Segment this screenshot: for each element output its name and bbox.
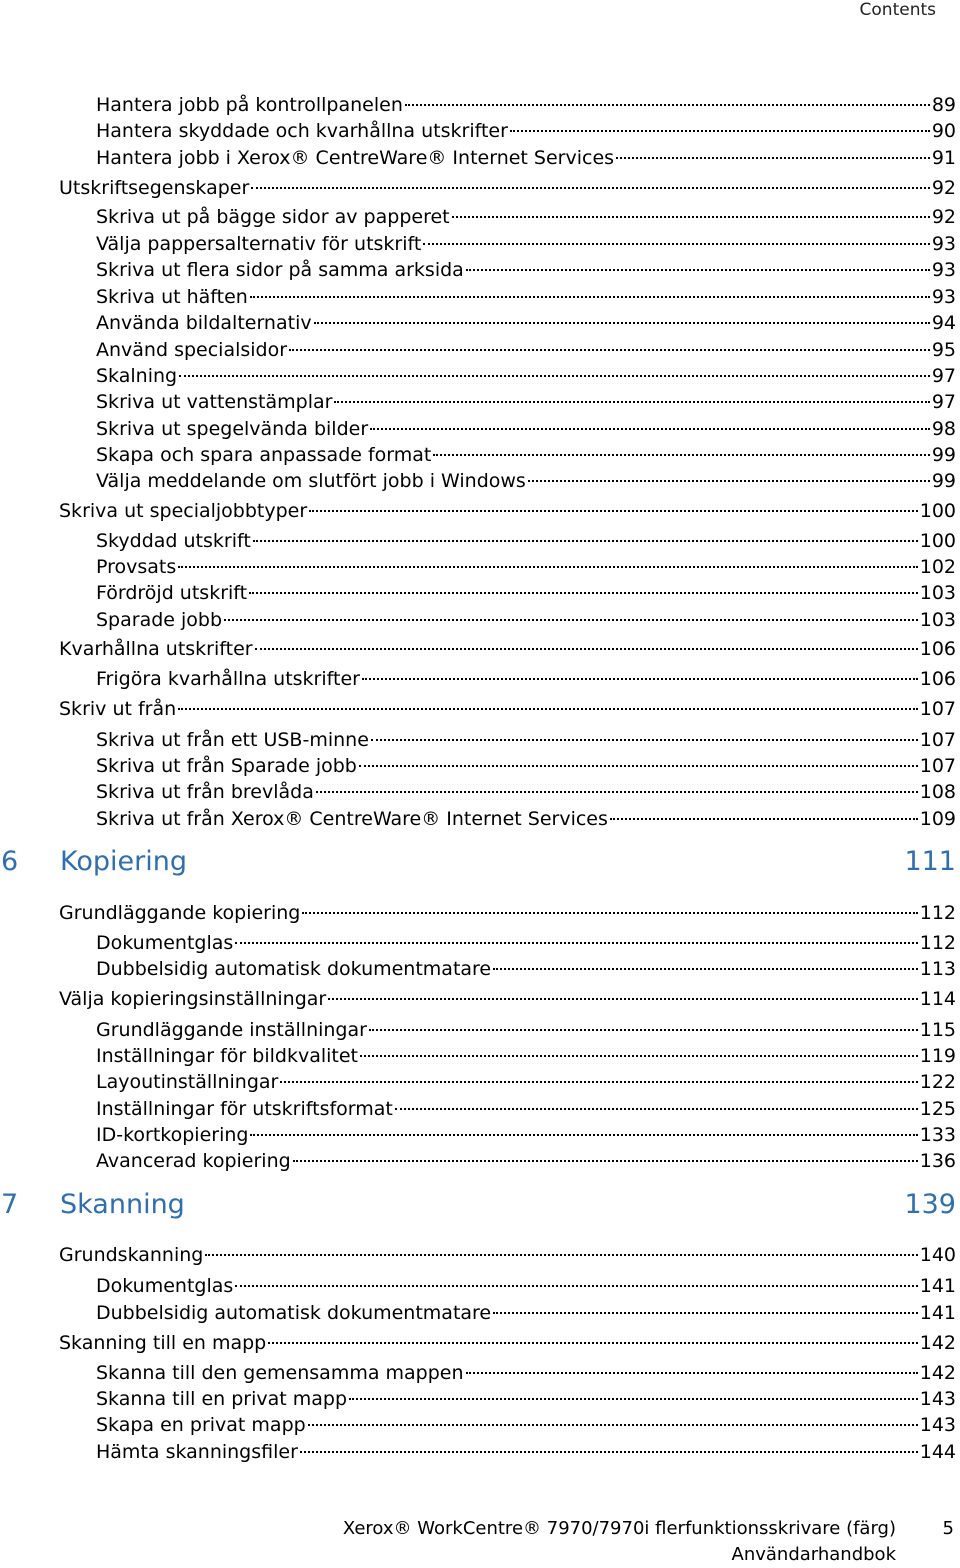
toc-entry-page-number: 106 <box>919 638 956 660</box>
toc-dot-leader <box>250 296 930 298</box>
toc-section-entry[interactable] <box>59 1242 956 1268</box>
toc-entry-title: Fördröjd utskrift <box>96 582 248 604</box>
toc-dot-leader <box>433 454 929 456</box>
toc-entry-page-number: 143 <box>919 1388 956 1410</box>
toc-entry-page-number: 112 <box>919 902 956 924</box>
toc-entry-title: Dokumentglas <box>96 932 234 954</box>
toc-subsection-entry[interactable] <box>96 554 956 580</box>
toc-dot-leader <box>334 401 929 403</box>
toc-entry-title: Skanna till en privat mapp <box>96 1388 348 1410</box>
toc-section-entry[interactable] <box>59 636 956 662</box>
toc-subsection-entry[interactable] <box>96 1043 956 1069</box>
toc-dot-leader <box>268 1342 917 1344</box>
toc-entry-page-number: 98 <box>931 418 956 440</box>
toc-subsection-entry[interactable] <box>96 1148 956 1174</box>
toc-subsection-entry[interactable] <box>96 607 956 633</box>
toc-subsection-entry[interactable] <box>96 389 956 415</box>
toc-entry-title: Skriva ut specialjobbtyper <box>59 500 308 522</box>
toc-dot-leader <box>253 540 918 542</box>
chapter-page-number: 111 <box>904 846 956 877</box>
toc-entry-page-number: 92 <box>931 206 956 228</box>
toc-entry-title: Dokumentglas <box>96 1275 234 1297</box>
toc-entry-page-number: 89 <box>931 94 956 116</box>
toc-dot-leader <box>293 1160 918 1162</box>
toc-entry-title: Grundläggande kopiering <box>59 902 301 924</box>
toc-entry-page-number: 99 <box>931 470 956 492</box>
toc-section-entry[interactable] <box>59 696 956 722</box>
toc-dot-leader <box>308 1424 918 1426</box>
toc-entry-page-number: 113 <box>919 958 956 980</box>
toc-entry-page-number: 119 <box>919 1045 956 1067</box>
header-section-label: Contents <box>859 0 936 20</box>
toc-dot-leader <box>250 1134 917 1136</box>
toc-subsection-entry[interactable] <box>96 118 956 144</box>
toc-dot-leader <box>205 1254 917 1256</box>
toc-entry-page-number: 91 <box>931 147 956 169</box>
toc-dot-leader <box>249 592 918 594</box>
toc-dot-leader <box>452 216 930 218</box>
toc-subsection-entry[interactable] <box>96 1017 956 1043</box>
toc-subsection-entry[interactable] <box>96 468 956 494</box>
toc-subsection-entry[interactable] <box>96 145 956 171</box>
toc-entry-title: Sparade jobb <box>96 609 223 631</box>
toc-subsection-entry[interactable] <box>96 442 956 468</box>
toc-entry-title: Frigöra kvarhållna utskrifter <box>96 668 360 690</box>
toc-entry-page-number: 103 <box>919 609 956 631</box>
toc-entry-title: Skriva ut spegelvända bilder <box>96 418 369 440</box>
toc-entry-page-number: 99 <box>931 444 956 466</box>
toc-entry-title: Använda bildalternativ <box>96 312 312 334</box>
toc-entry-page-number: 106 <box>919 668 956 690</box>
chapter-title: Skanning <box>60 1189 185 1220</box>
toc-dot-leader <box>395 1108 918 1110</box>
toc-entry-title: Skalning <box>96 365 178 387</box>
toc-entry-page-number: 108 <box>919 781 956 803</box>
toc-dot-leader <box>610 818 918 820</box>
toc-entry-page-number: 112 <box>919 932 956 954</box>
toc-dot-leader <box>405 104 930 106</box>
toc-entry-page-number: 143 <box>919 1414 956 1436</box>
toc-dot-leader <box>178 708 918 710</box>
toc-dot-leader <box>362 678 918 680</box>
toc-dot-leader <box>493 1312 918 1314</box>
toc-dot-leader <box>370 428 930 430</box>
toc-subsection-entry[interactable] <box>96 284 956 310</box>
toc-dot-leader <box>510 130 930 132</box>
toc-entry-page-number: 95 <box>931 339 956 361</box>
toc-subsection-entry[interactable] <box>96 528 956 554</box>
chapter-heading-7[interactable] <box>0 1189 956 1220</box>
toc-dot-leader <box>235 1285 917 1287</box>
toc-entry-title: Skanna till den gemensamma mappen <box>96 1362 464 1384</box>
toc-entry-title: Grundläggande inställningar <box>96 1019 367 1041</box>
toc-entry-title: Skapa och spara anpassade format <box>96 444 432 466</box>
toc-dot-leader <box>528 480 930 482</box>
toc-subsection-entry[interactable] <box>96 1122 956 1148</box>
toc-subsection-entry[interactable] <box>96 1096 956 1122</box>
toc-subsection-entry[interactable] <box>96 1439 956 1465</box>
toc-entry-page-number: 97 <box>931 391 956 413</box>
toc-entry-title: Hämta skanningsfiler <box>96 1441 298 1463</box>
toc-subsection-entry[interactable] <box>96 337 956 363</box>
toc-entry-page-number: 93 <box>931 233 956 255</box>
toc-entry-page-number: 92 <box>931 177 956 199</box>
toc-subsection-entry[interactable] <box>96 930 956 956</box>
toc-subsection-entry[interactable] <box>96 310 956 336</box>
toc-subsection-entry[interactable] <box>96 753 956 779</box>
toc-subsection-entry[interactable] <box>96 666 956 692</box>
toc-entry-title: Hantera jobb i Xerox® CentreWare® Internet Services <box>96 147 615 169</box>
chapter-title: Kopiering <box>60 846 187 877</box>
toc-dot-leader <box>235 942 917 944</box>
chapter-heading-6[interactable] <box>0 846 956 877</box>
toc-entry-page-number: 90 <box>931 120 956 142</box>
toc-entry-page-number: 107 <box>919 698 956 720</box>
toc-dot-leader <box>371 739 918 741</box>
toc-subsection-entry[interactable] <box>96 727 956 753</box>
toc-entry-title: Använd specialsidor <box>96 339 288 361</box>
toc-entry-title: Provsats <box>96 556 177 578</box>
toc-entry-title: Inställningar för bildkvalitet <box>96 1045 358 1067</box>
chapter-number: 6 <box>1 846 19 877</box>
toc-section-entry[interactable] <box>59 1330 956 1356</box>
toc-entry-page-number: 142 <box>919 1332 956 1354</box>
footer-page-number: 5 <box>942 1518 954 1539</box>
chapter-page-number: 139 <box>904 1189 956 1220</box>
toc-subsection-entry[interactable] <box>96 416 956 442</box>
toc-dot-leader <box>309 510 918 512</box>
toc-entry-page-number: 141 <box>919 1275 956 1297</box>
toc-entry-title: Välja pappersalternativ för utskrift <box>96 233 422 255</box>
toc-dot-leader <box>178 566 917 568</box>
toc-entry-title: Avancerad kopiering <box>96 1150 291 1172</box>
toc-subsection-entry[interactable] <box>96 806 956 832</box>
toc-entry-page-number: 103 <box>919 582 956 604</box>
toc-entry-title: Inställningar för utskriftsformat <box>96 1098 393 1120</box>
toc-entry-page-number: 125 <box>919 1098 956 1120</box>
toc-entry-page-number: 107 <box>919 755 956 777</box>
toc-entry-title: Dubbelsidig automatisk dokumentmatare <box>96 958 492 980</box>
toc-entry-page-number: 136 <box>919 1150 956 1172</box>
toc-entry-page-number: 142 <box>919 1362 956 1384</box>
toc-entry-page-number: 97 <box>931 365 956 387</box>
toc-entry-title: Skapa en privat mapp <box>96 1414 306 1436</box>
toc-dot-leader <box>179 375 930 377</box>
toc-dot-leader <box>251 187 930 189</box>
toc-entry-page-number: 107 <box>919 729 956 751</box>
toc-entry-title: Skriva ut vattenstämplar <box>96 391 333 413</box>
toc-entry-page-number: 100 <box>919 500 956 522</box>
toc-dot-leader <box>466 1372 918 1374</box>
chapter-number: 7 <box>1 1189 19 1220</box>
toc-entry-title: Hantera skyddade och kvarhållna utskrifter <box>96 120 508 142</box>
toc-dot-leader <box>616 157 930 159</box>
toc-entry-title: Skyddad utskrift <box>96 530 251 552</box>
toc-entry-title: Välja meddelande om slutfört jobb i Windows <box>96 470 526 492</box>
toc-subsection-entry[interactable] <box>96 363 956 389</box>
toc-subsection-entry[interactable] <box>96 231 956 257</box>
toc-entry-page-number: 141 <box>919 1302 956 1324</box>
toc-entry-title: Skriva ut flera sidor på samma arksida <box>96 259 464 281</box>
toc-entry-page-number: 100 <box>919 530 956 552</box>
toc-dot-leader <box>360 1055 918 1057</box>
toc-entry-title: Kvarhållna utskrifter <box>59 638 253 660</box>
toc-subsection-entry[interactable] <box>96 779 956 805</box>
toc-entry-page-number: 140 <box>919 1244 956 1266</box>
footer-product-name: Xerox® WorkCentre® 7970/7970i flerfunktionsskrivare (färg) <box>342 1518 896 1539</box>
toc-entry-title: Hantera jobb på kontrollpanelen <box>96 94 403 116</box>
toc-subsection-entry[interactable] <box>96 1360 956 1386</box>
toc-subsection-entry[interactable] <box>96 956 956 982</box>
toc-dot-leader <box>255 648 918 650</box>
toc-dot-leader <box>466 269 930 271</box>
toc-entry-title: Layoutinställningar <box>96 1071 279 1093</box>
toc-entry-page-number: 144 <box>919 1441 956 1463</box>
toc-entry-title: Utskriftsegenskaper <box>59 177 250 199</box>
toc-dot-leader <box>300 1451 918 1453</box>
toc-dot-leader <box>224 619 918 621</box>
toc-entry-title: Skriva ut från Xerox® CentreWare® Internet Services <box>96 808 608 830</box>
toc-entry-page-number: 114 <box>919 988 956 1010</box>
toc-dot-leader <box>493 968 918 970</box>
toc-section-entry[interactable] <box>59 986 956 1012</box>
toc-entry-title: Skriva ut häften <box>96 286 248 308</box>
toc-subsection-entry[interactable] <box>96 1386 956 1412</box>
toc-entry-page-number: 93 <box>931 286 956 308</box>
toc-subsection-entry[interactable] <box>96 1069 956 1095</box>
toc-entry-page-number: 93 <box>931 259 956 281</box>
toc-entry-page-number: 109 <box>919 808 956 830</box>
toc-section-entry[interactable] <box>59 498 956 524</box>
toc-subsection-entry[interactable] <box>96 257 956 283</box>
toc-entry-title: Skriv ut från <box>59 698 177 720</box>
toc-section-entry[interactable] <box>59 900 956 926</box>
toc-entry-page-number: 115 <box>919 1019 956 1041</box>
toc-dot-leader <box>289 349 930 351</box>
toc-entry-title: ID-kortkopiering <box>96 1124 249 1146</box>
footer-doc-type: Användarhandbok <box>731 1544 896 1565</box>
toc-subsection-entry[interactable] <box>96 92 956 118</box>
toc-subsection-entry[interactable] <box>96 1300 956 1326</box>
toc-dot-leader <box>316 791 918 793</box>
toc-dot-leader <box>328 998 918 1000</box>
toc-subsection-entry[interactable] <box>96 580 956 606</box>
toc-entry-page-number: 122 <box>919 1071 956 1093</box>
toc-subsection-entry[interactable] <box>96 1412 956 1438</box>
toc-entry-title: Skriva ut på bägge sidor av papperet <box>96 206 450 228</box>
toc-entry-title: Skanning till en mapp <box>59 1332 267 1354</box>
toc-dot-leader <box>302 912 917 914</box>
toc-entry-title: Skriva ut från Sparade jobb <box>96 755 357 777</box>
toc-entry-page-number: 133 <box>919 1124 956 1146</box>
toc-entry-title: Dubbelsidig automatisk dokumentmatare <box>96 1302 492 1324</box>
toc-entry-page-number: 94 <box>931 312 956 334</box>
toc-dot-leader <box>349 1398 918 1400</box>
toc-entry-page-number: 102 <box>919 556 956 578</box>
toc-section-entry[interactable] <box>59 175 956 201</box>
toc-subsection-entry[interactable] <box>96 1273 956 1299</box>
toc-entry-title: Skriva ut från ett USB-minne <box>96 729 369 751</box>
toc-entry-title: Skriva ut från brevlåda <box>96 781 314 803</box>
toc-entry-title: Grundskanning <box>59 1244 204 1266</box>
toc-entry-title: Välja kopieringsinställningar <box>59 988 327 1010</box>
toc-subsection-entry[interactable] <box>96 204 956 230</box>
toc-dot-leader <box>359 765 918 767</box>
toc-dot-leader <box>423 243 929 245</box>
footer-product-info <box>343 1516 896 1568</box>
toc-dot-leader <box>280 1081 917 1083</box>
toc-dot-leader <box>314 322 930 324</box>
toc-dot-leader <box>369 1029 918 1031</box>
